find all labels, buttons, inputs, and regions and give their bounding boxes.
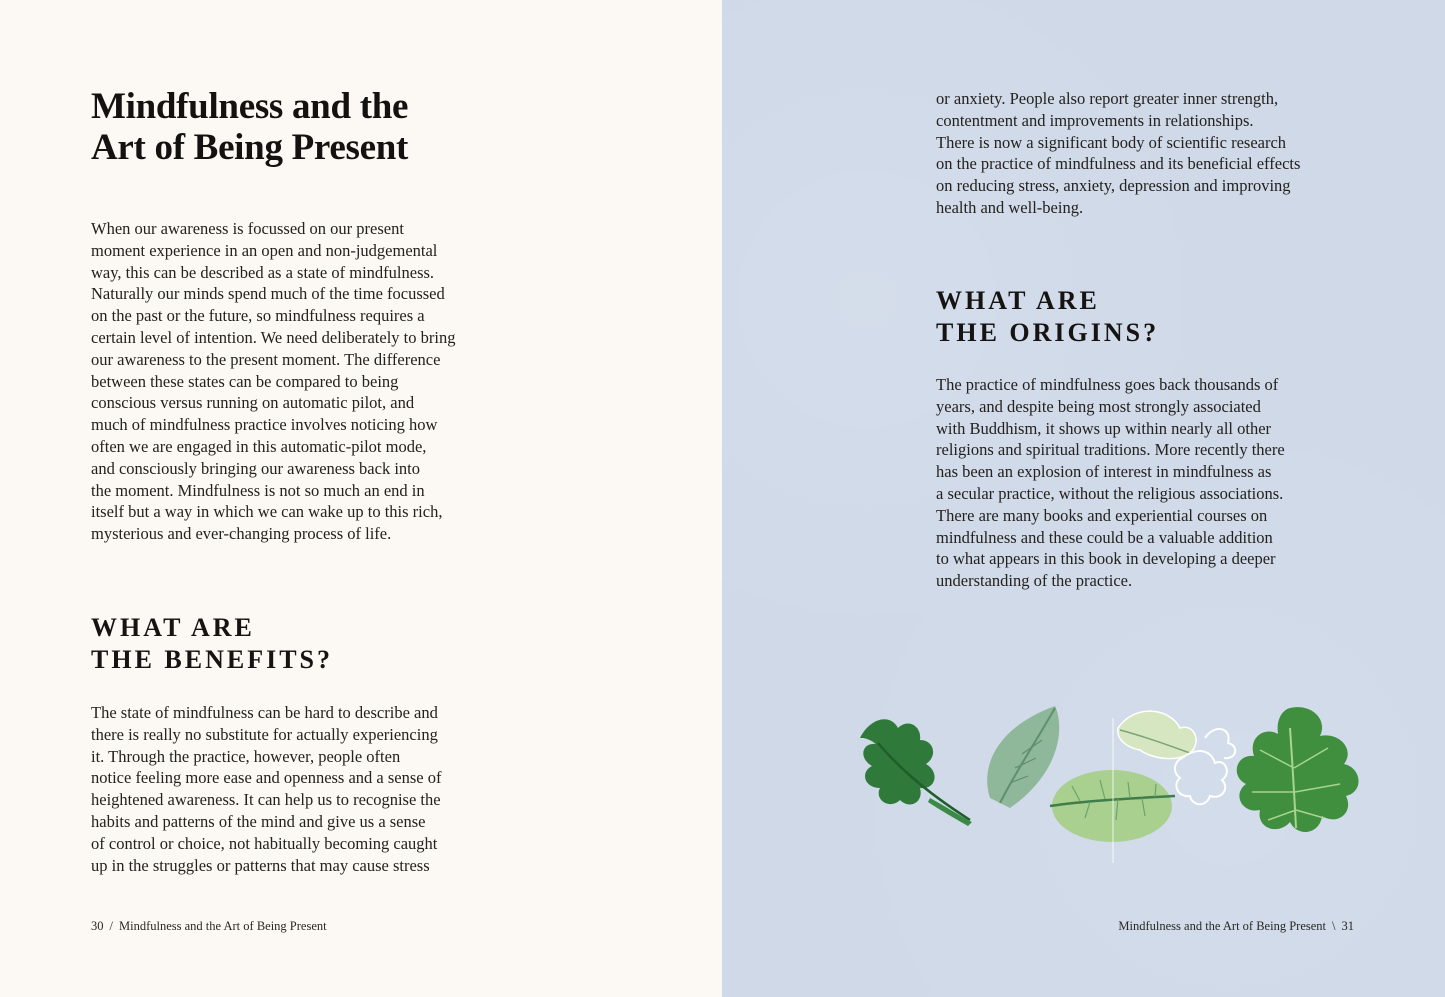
running-title: Mindfulness and the Art of Being Present	[1118, 919, 1327, 933]
origins-paragraph: The practice of mindfulness goes back thousands of years, and despite being most strongly associated with Buddhism, it shows up within nearly all other religions and spiritual traditions. More recently there has been an explosion of interest in mindfulness as a secular practice, without the religious associations. There are many books and experiential courses on mindfulness and these could be a valuable addition to what appears in this book in developing a deeper understanding of the practice.	[936, 375, 1285, 591]
page-number: 30	[91, 919, 104, 933]
sage-leaf-icon	[987, 706, 1059, 808]
chapter-title: Mindfulness and the Art of Being Present	[91, 86, 409, 168]
footer-separator: /	[109, 919, 113, 933]
running-title: Mindfulness and the Art of Being Present	[118, 919, 327, 933]
benefits-heading: WHAT ARE THE BENEFITS?	[91, 613, 334, 674]
fig-leaf-icon	[1237, 707, 1359, 832]
intro-paragraph: When our awareness is focussed on our present moment experience in an open and non-judgemental way, this can be described as a state of mindfulness. Naturally our minds spend much of the time focussed on the past or the future, so mindfulness requires a certain level of intention. We need deliberately to bring our awareness to the present moment. The difference between these states can be compared to being conscious versus running on automatic pilot, and much of mindfulness practice involves noticing how often we are engaged in this automatic-pilot mode, and consciously bringing our awareness back into the moment. Mindfulness is not so much an end in itself but a way in which we can wake up to this rich, mysterious and ever-changing process of life.	[91, 219, 456, 544]
left-page-footer	[91, 918, 327, 934]
dark-sprig-leaf-icon	[860, 719, 972, 826]
page-number: 31	[1341, 919, 1354, 933]
origins-heading: WHAT ARE THE ORIGINS?	[936, 286, 1160, 347]
right-page-footer	[1118, 918, 1354, 934]
footer-separator: \	[1332, 919, 1336, 933]
left-page	[0, 0, 722, 997]
benefits-paragraph: The state of mindfulness can be hard to describe and there is really no substitute for actually experiencing it. Through the practice, however, people often notice feeling more ease and openness and a sense of heightened awareness. It can help us to recognise the habits and patterns of the mind and give us a sense of control or choice, not habitually becoming caught up in the struggles or patterns that may cause stress	[91, 703, 442, 875]
leaves-illustration	[850, 688, 1372, 863]
continued-paragraph: or anxiety. People also report greater inner strength, contentment and improvements in relationships. There is now a significant body of scientific research on the practice of mindfulness and its beneficial effects on reducing stress, anxiety, depression and improving health and well-being.	[936, 89, 1301, 217]
